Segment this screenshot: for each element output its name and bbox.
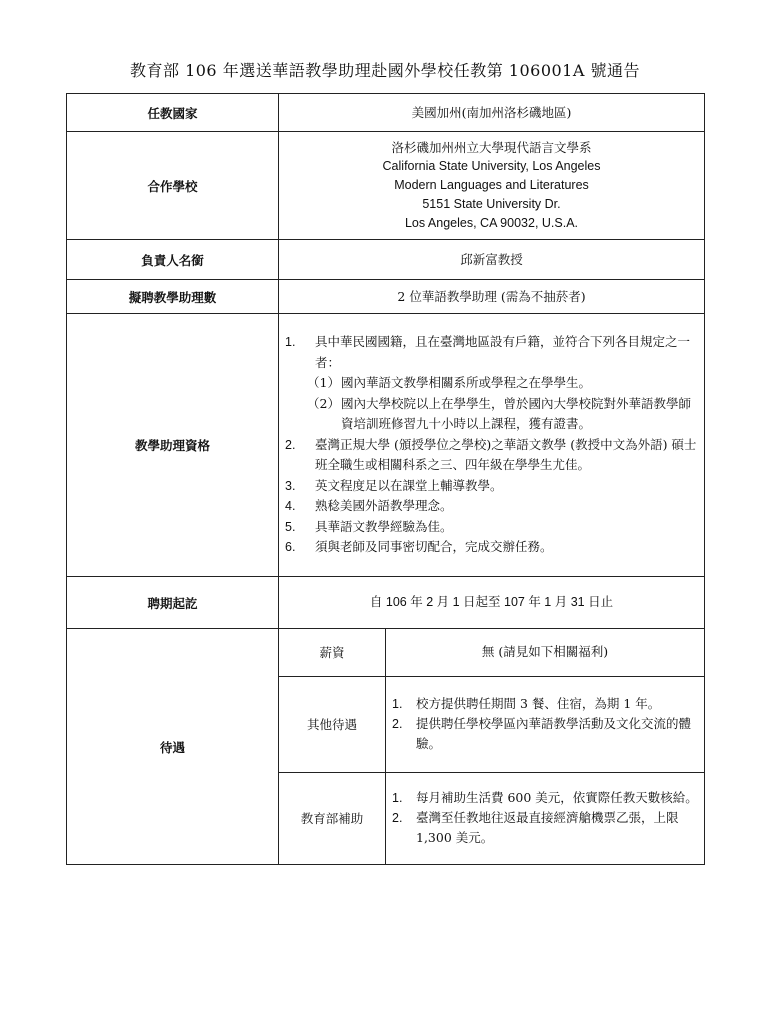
notice-table — [66, 93, 705, 865]
value-contact: 邱新富教授 — [279, 240, 705, 280]
label-period: 聘期起訖 — [67, 577, 279, 629]
label-qualifications: 教學助理資格 — [67, 314, 279, 577]
document-title: 教育部 106 年選送華語教學助理赴國外學校任教第 106001A 號通告 — [129, 61, 641, 80]
row-salary — [279, 629, 704, 676]
school-department: Modern Languages and Literatures — [394, 178, 589, 192]
list-item: 5. 具華語文教學經驗為佳。 — [285, 518, 453, 534]
value-school — [279, 132, 705, 240]
school-city: Los Angeles, CA 90032, U.S.A. — [404, 216, 579, 230]
row-qualifications — [67, 314, 705, 577]
list-item: 2. 臺灣至任教地往返最直接經濟艙機票乙張，上限 1,300 美元。 — [392, 810, 679, 846]
value-salary: 無 (請見如下相關福利) — [386, 629, 705, 676]
list-item: 1. 每月補助生活費 600 美元，依實際任教天數核給。 — [392, 790, 698, 806]
row-other-benefits — [279, 676, 704, 772]
value-country: 美國加州(南加州洛杉磯地區) — [279, 94, 705, 132]
list-item: 2. 臺灣正規大學 (頒授學位之學校)之華語文教學 (教授中文為外語) 碩士班全職生或相關科系之三、四年級在學學生尤佳。 — [285, 436, 697, 473]
row-contact — [67, 240, 705, 280]
label-other-benefits: 其他待遇 — [279, 676, 386, 772]
list-item: 1. 校方提供聘任期間 3 餐、住宿，為期 1 年。 — [392, 696, 661, 711]
list-item: 1. 具中華民國國籍，且在臺灣地區設有戶籍，並符合下列各目規定之一者： — [285, 334, 691, 370]
value-other-benefits — [386, 676, 705, 772]
value-count: 2 位華語教學助理 (需為不抽菸者) — [279, 280, 705, 314]
benefits-cell — [279, 629, 705, 865]
school-street: 5151 State University Dr. — [422, 197, 561, 211]
row-benefits — [67, 629, 705, 865]
label-school: 合作學校 — [67, 132, 279, 240]
label-country: 任教國家 — [67, 94, 279, 132]
label-contact: 負責人名銜 — [67, 240, 279, 280]
list-item: 6. 須與老師及同事密切配合，完成交辦任務。 — [285, 539, 553, 555]
row-period — [67, 577, 705, 629]
label-benefits: 待遇 — [67, 629, 279, 865]
row-country — [67, 94, 705, 132]
label-count: 擬聘教學助理數 — [67, 280, 279, 314]
value-moe-subsidy — [386, 772, 705, 864]
row-moe-subsidy — [279, 772, 704, 864]
benefits-table — [279, 629, 704, 864]
label-salary: 薪資 — [279, 629, 386, 676]
value-qualifications — [279, 314, 705, 577]
value-period: 自 106 年 2 月 1 日起至 107 年 1 月 31 日止 — [279, 577, 705, 629]
list-item: 3. 英文程度足以在課堂上輔導教學。 — [285, 477, 503, 493]
sub-list-item: （1） 國內華語文教學相關系所或學程之在學學生。 — [307, 375, 592, 391]
sub-list-item: （2） 國內大學校院以上在學學生，曾於國內大學校院對外華語教學師資培訓班修習九十小時以上課程，獲有證書。 — [307, 395, 692, 432]
list-item: 2. 提供聘任學校學區內華語教學活動及文化交流的體驗。 — [392, 716, 692, 751]
school-name-zh: 洛杉磯加州州立大學現代語言文學系 — [391, 140, 592, 155]
list-item: 4. 熟稔美國外語教學理念。 — [285, 498, 453, 514]
row-count — [67, 280, 705, 314]
school-name-en: California State University, Los Angeles — [382, 159, 601, 173]
label-moe-subsidy: 教育部補助 — [279, 772, 386, 864]
row-school — [67, 132, 705, 240]
